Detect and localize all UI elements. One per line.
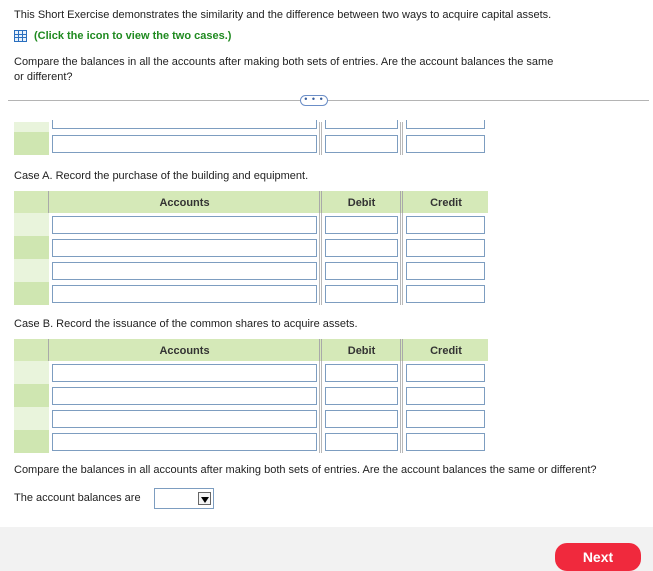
case-b-title: Case B. Record the issuance of the common shares to acquire assets. (14, 318, 358, 330)
accounts-header: Accounts (159, 345, 210, 357)
footer-bar (0, 527, 653, 571)
debit-input[interactable] (325, 135, 398, 153)
debit-input[interactable] (325, 239, 398, 257)
expand-button[interactable]: • • • (300, 95, 328, 106)
partial-journal-table (14, 122, 488, 156)
question-line-1: Compare the balances in all the accounts after making both sets of entries. Are the account balances the same (14, 56, 554, 68)
account-input[interactable] (52, 387, 317, 405)
debit-input[interactable] (325, 387, 398, 405)
credit-input[interactable] (406, 433, 485, 451)
credit-input[interactable] (406, 135, 485, 153)
table-row (14, 236, 488, 259)
debit-input[interactable] (325, 216, 398, 234)
answer-prefix: The account balances are (14, 492, 141, 504)
view-cases-link[interactable] (14, 30, 231, 42)
debit-input[interactable] (325, 433, 398, 451)
intro-text: This Short Exercise demonstrates the similarity and the difference between two ways to acquire capital assets. (14, 9, 552, 21)
balances-dropdown[interactable] (154, 488, 214, 509)
debit-input[interactable] (325, 364, 398, 382)
credit-input[interactable] (406, 216, 485, 234)
table-row (14, 213, 488, 236)
table-row (14, 361, 488, 384)
credit-input[interactable] (406, 262, 485, 280)
account-input[interactable] (52, 410, 317, 428)
credit-header: Credit (430, 197, 462, 209)
debit-header: Debit (347, 197, 376, 209)
account-input[interactable] (52, 135, 317, 153)
case-a-header (14, 191, 488, 215)
table-row (14, 259, 488, 282)
table-grid-icon[interactable] (14, 30, 27, 42)
account-input[interactable] (52, 285, 317, 303)
question-line-2: or different? (14, 71, 73, 83)
account-input[interactable] (52, 433, 317, 451)
table-row (14, 407, 488, 430)
chevron-down-icon[interactable] (198, 492, 211, 505)
credit-input[interactable] (406, 120, 485, 129)
account-input[interactable] (52, 216, 317, 234)
case-a-title: Case A. Record the purchase of the building and equipment. (14, 170, 309, 182)
compare-question: Compare the balances in all accounts after making both sets of entries. Are the account balances the same or different? (14, 464, 597, 476)
debit-input[interactable] (325, 120, 398, 129)
table-row (14, 384, 488, 407)
account-input[interactable] (52, 364, 317, 382)
debit-input[interactable] (325, 262, 398, 280)
accounts-header: Accounts (159, 197, 210, 209)
table-row (14, 122, 488, 132)
next-button[interactable]: Next (555, 543, 641, 571)
credit-input[interactable] (406, 285, 485, 303)
debit-input[interactable] (325, 410, 398, 428)
credit-input[interactable] (406, 239, 485, 257)
case-a-journal-table (14, 191, 488, 303)
account-input[interactable] (52, 262, 317, 280)
account-input[interactable] (52, 239, 317, 257)
credit-input[interactable] (406, 387, 485, 405)
case-b-header (14, 339, 488, 363)
credit-input[interactable] (406, 410, 485, 428)
table-row (14, 132, 488, 155)
debit-input[interactable] (325, 285, 398, 303)
table-row (14, 430, 488, 453)
view-cases-label[interactable]: (Click the icon to view the two cases.) (34, 30, 232, 42)
case-b-journal-table (14, 339, 488, 451)
table-row (14, 282, 488, 305)
credit-input[interactable] (406, 364, 485, 382)
section-divider (8, 100, 649, 101)
debit-header: Debit (347, 345, 376, 357)
credit-header: Credit (430, 345, 462, 357)
account-input[interactable] (52, 120, 317, 129)
